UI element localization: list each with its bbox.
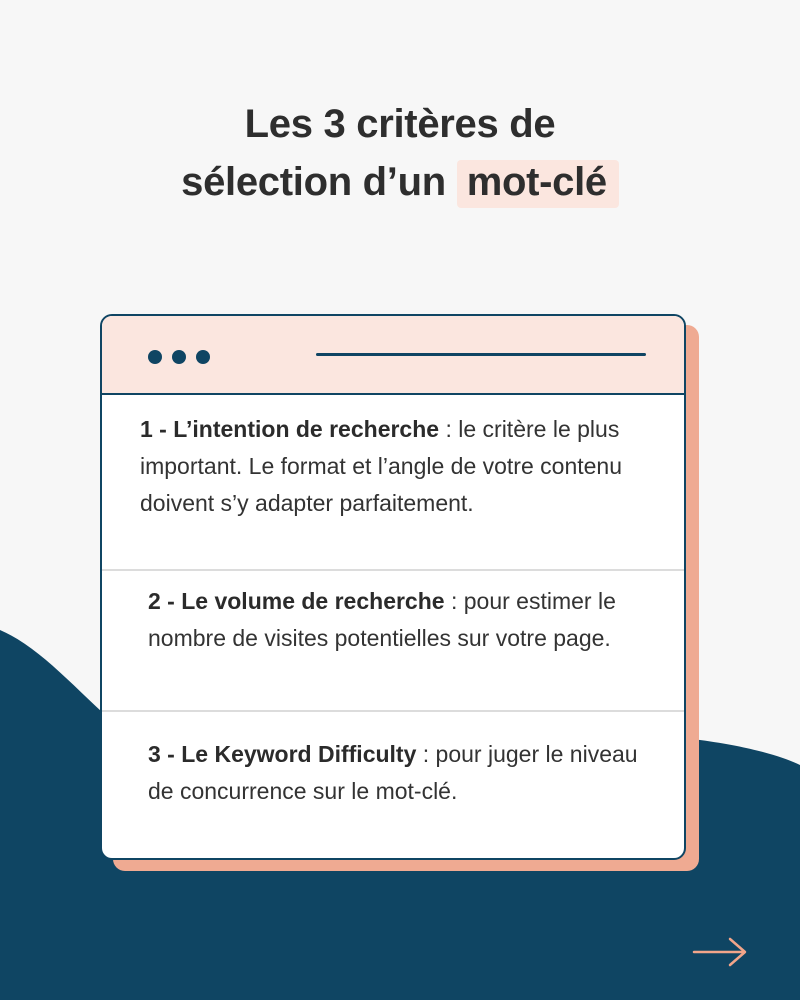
divider	[102, 569, 684, 571]
criterion-1	[102, 411, 684, 522]
window-titlebar	[102, 316, 684, 395]
criterion-3-heading: 3 - Le Keyword Difficulty	[148, 741, 417, 767]
dot	[196, 350, 210, 364]
arrow-right-icon[interactable]	[692, 936, 748, 968]
title-line-1: Les 3 critères de	[244, 101, 556, 146]
criterion-3	[102, 736, 684, 810]
address-bar-line	[316, 353, 646, 356]
title-line-2-prefix: sélection d’un	[181, 159, 457, 204]
page-title	[0, 95, 800, 211]
title-line-2	[0, 153, 800, 211]
dot	[148, 350, 162, 364]
criterion-2-text: : pour estimer le nombre de visites potentielles sur votre page.	[148, 588, 616, 651]
criterion-2	[102, 583, 684, 657]
criterion-3-text: : pour juger le niveau de concurrence sur le mot-clé.	[148, 741, 638, 804]
criterion-2-heading: 2 - Le volume de recherche	[148, 588, 445, 614]
three-dots-icon	[148, 350, 210, 364]
divider	[102, 710, 684, 712]
title-highlight: mot-clé	[457, 160, 619, 208]
dot	[172, 350, 186, 364]
browser-window-card	[100, 314, 686, 860]
criterion-1-heading: 1 - L’intention de recherche	[140, 416, 440, 442]
criterion-1-text: : le critère le plus important. Le format et l’angle de votre contenu doivent s’y adapter parfaitement.	[140, 416, 623, 516]
